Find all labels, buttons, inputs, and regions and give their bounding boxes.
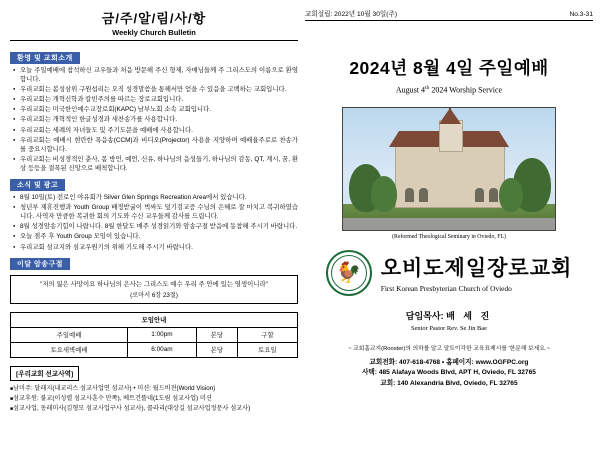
photo-window xyxy=(475,188,484,202)
service-day: 4 xyxy=(421,85,426,95)
masthead xyxy=(10,8,298,41)
table-row xyxy=(11,327,298,342)
list-item: ● 오늘 점주 후 Youth Group 모임이 있습니다. xyxy=(13,232,298,241)
cross-icon xyxy=(449,107,451,109)
list-item: ● 우리교회는 예배시 현란한 폭음송(CCM)과 비디오(Projector) 사용을 지양하며 예배율주로로 찬송가를 중요시합니다. xyxy=(13,136,298,154)
table-row xyxy=(11,312,298,327)
table-cell: 1:00pm xyxy=(128,327,197,342)
photo-window xyxy=(405,188,414,202)
masthead-title-kor: 금/주/알/림/사/항 xyxy=(101,11,207,26)
mission-lines xyxy=(10,384,298,414)
worship-table-caption: 모임안내 xyxy=(11,312,298,327)
mission-line: ■ 섬교사업, 동레미사(김형모 섬교사업구사 섬교사), 콜라리(대상길 섬교사업정문사 섬교사) xyxy=(10,404,298,414)
section-heading-verse: 이달 암송구절 xyxy=(10,258,70,270)
masthead-title-eng: Weekly Church Bulletin xyxy=(112,28,196,37)
contact-block xyxy=(305,358,593,390)
service-title-eng xyxy=(305,85,593,95)
list-item: ● 우리교회는 세례의 자녀들도 및 주기도문을 예배에 사용합니다. xyxy=(13,126,298,135)
mission-line: ■ 섬교후원: 불교(이성렬 섬교사훈수 만쪽), 베트건뜰네(1도림 섬교사업) 미션 xyxy=(10,394,298,404)
mission-line: ■ 남미주: 달래지(내교리스 섬교사업연 섬교사) • 미션: 월드비젼(World Vision) xyxy=(10,384,298,394)
service-day-sup: th xyxy=(425,85,430,91)
table-cell: 6:00am xyxy=(128,342,197,357)
photo-spire xyxy=(439,108,461,124)
right-column xyxy=(305,8,593,456)
pastor-block xyxy=(305,309,593,332)
memory-verse-box xyxy=(10,275,298,304)
section-heading-welcome: 환영 및 교회소개 xyxy=(10,52,80,64)
issue-number: No.3-31 xyxy=(569,11,593,18)
list-item: ● 우리교회는 개혁신학과 칼빈주의를 따르는 장로교회입니다. xyxy=(13,95,298,104)
photo-tree xyxy=(499,178,523,212)
contact-church-address: 교회: 140 Alexandria Blvd, Oviedo, FL 32765 xyxy=(380,379,518,387)
list-item: ● 오늘 주일예배에 참석하신 교우들과 처음 방문해 주신 형제, 자매님들께 주 그리스도의 이름으로 환영합니다. xyxy=(13,66,298,84)
worship-schedule-table xyxy=(10,312,298,358)
photo-tower xyxy=(439,120,463,152)
table-cell: 구할 xyxy=(237,327,297,342)
service-month: August xyxy=(395,85,420,95)
photo-window xyxy=(419,188,428,202)
section-heading-news: 소식 및 광고 xyxy=(10,179,65,191)
pastor-label: 담임목사: xyxy=(405,310,444,321)
list-item: ● 청년부 제휴진행과 Youth Group 배정받굴이 벅싸도 덮기검교증 수님의 은혜로 잘 마치고 복귀하였습니다. 사역자 만큼한 복귀한 회의 기도와 수신 교우들께 감사를 드립니다. xyxy=(13,203,298,221)
list-item: ● 8월 10일(토) 전로인 야유회가 Silver Glen Springs Recreation Area에서 있습니다. xyxy=(13,193,298,202)
service-title-block xyxy=(305,55,593,95)
photo-tree xyxy=(371,176,397,212)
photo-caption: (Reformed Theological Seminary in Oviedo, FL) xyxy=(392,233,506,240)
table-cell: 주일예배 xyxy=(11,327,128,342)
pastor-name-kor: 배 세 진 xyxy=(446,310,493,321)
list-item: ● 우리교회는 미국한인예수교장로회(KAPC) 남부노회 소속 교회입니다. xyxy=(13,105,298,114)
church-name-kor: 오비도제일장로교회 xyxy=(380,257,573,281)
welcome-list xyxy=(10,66,298,173)
memory-verse-reference: (로마서 6장 23절) xyxy=(130,291,178,299)
table-row xyxy=(11,342,298,357)
contact-phone-line: 교회전화: 407-618-4768 • 홈페이지: www.OGFPC.org xyxy=(369,358,529,366)
website-notice: ~ 교회홈교지(Rooster)의 의하를 알고 알트이각한 교육표제시를 '한문해 보세요.~ xyxy=(348,345,550,352)
church-name-block xyxy=(381,252,573,293)
pastor-label-kor xyxy=(305,309,593,322)
table-cell: 토요새벽예배 xyxy=(11,342,128,357)
list-item: ● 우리교회 섬교지와 섬교우원기의 위해 기도해 주시기 바랍니다. xyxy=(13,243,298,252)
table-cell: 본당 xyxy=(196,327,237,342)
photo-road xyxy=(343,218,555,230)
list-item: ● 우리교회는 비성경적인 춘사, 몸 방언, 예언, 신유, 하나님의 음성들기, 하나님의 감동, QT, 계시, 꿈, 환상 등등을 결폭된 신앙으로 배척합니다. xyxy=(13,155,298,173)
list-item: ● 우리교회는 개혁적인 한글성경과 새찬송가를 사용합니다. xyxy=(13,115,298,124)
pastor-name-eng: Senior Pastor Rev. Se Jin Bae xyxy=(411,324,487,332)
table-cell: 본당 xyxy=(196,342,237,357)
seminary-photo xyxy=(342,107,556,231)
table-cell: 토요일 xyxy=(237,342,297,357)
rooster-icon xyxy=(326,250,372,296)
church-logo-row xyxy=(305,250,593,296)
church-name-eng: First Korean Presbyterian Church of Oviedo xyxy=(380,284,512,294)
founded-date: 교회설립: 2022년 10월 30일(주) xyxy=(305,11,398,18)
left-column xyxy=(10,8,298,456)
list-item: ● 우리교회는 봄성삼위 구원섭리는 오직 성경말씀을 통해서만 얻을 수 있음을 고백하는 교회입니다. xyxy=(13,85,298,94)
bulletin-topbar xyxy=(305,8,593,21)
mission-heading: [우리교회 선교사역] xyxy=(10,366,79,381)
memory-verse-text: "저의 잃은 사망이요 하나님의 은사는 그리스도 예수 우리 주 안에 있는 영생이니라" xyxy=(40,280,268,288)
contact-office-address: 사택: 485 Alafaya Woods Blvd, APT H, Oviedo, FL 32765 xyxy=(362,369,536,377)
news-list xyxy=(10,193,298,252)
photo-window xyxy=(489,188,498,202)
list-item: ● 8월 성경암송기힘이 나랍니다. 8월 한달도 매주 성경읽기와 암송구절 받음에 동참해 주시기 바랍니다. xyxy=(13,222,298,231)
service-year-label: 2024 Worship Service xyxy=(431,85,503,95)
rooster-glyph: 🐓 xyxy=(336,261,362,284)
service-title-kor: 2024년 8월 4일 주일예배 xyxy=(349,58,549,78)
